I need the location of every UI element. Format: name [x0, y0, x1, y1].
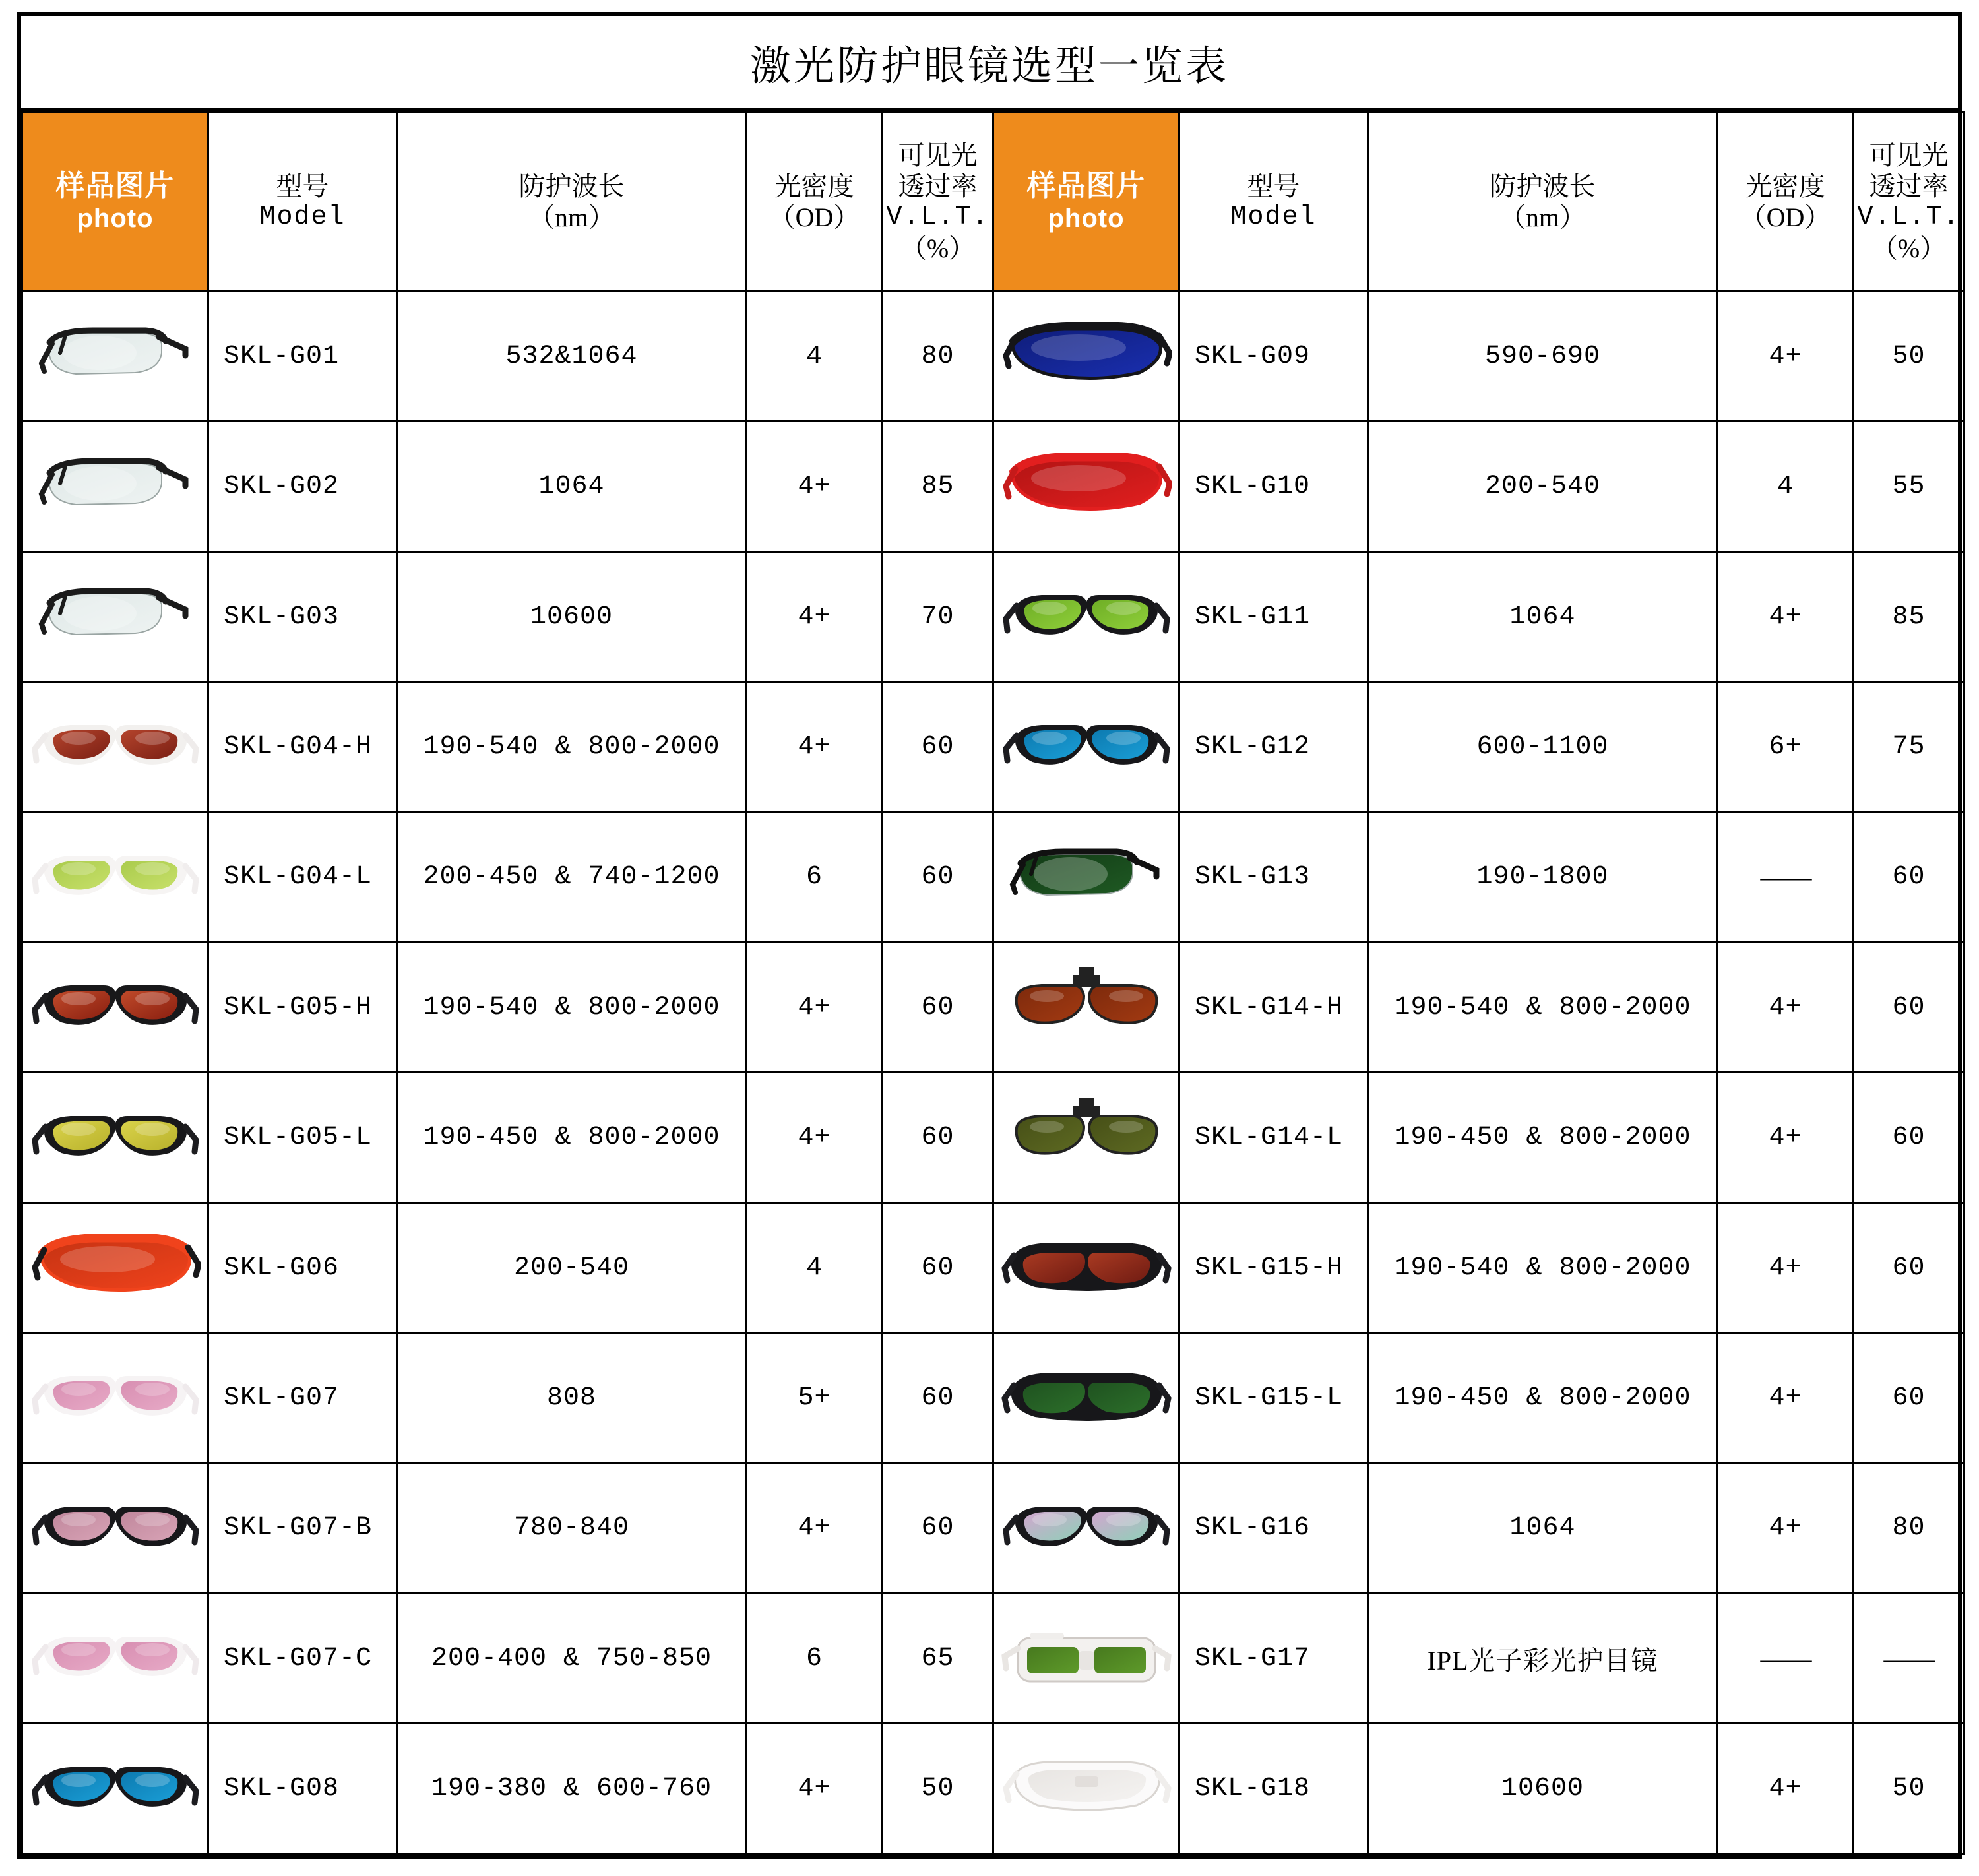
vlt-cell: 60	[1854, 1333, 1964, 1463]
wrap-goggles-blue-lens-black-frame-icon	[994, 301, 1178, 412]
od-cell: 4	[747, 292, 883, 422]
od-cell: 5+	[747, 1333, 883, 1463]
vlt-cell: 60	[883, 682, 993, 812]
vlt-cell: 60	[883, 1203, 993, 1332]
header-photo-left	[22, 113, 208, 292]
model-cell: SKL-G08	[208, 1724, 397, 1854]
od-cell: 4	[747, 1203, 883, 1332]
model-cell: SKL-G01	[208, 292, 397, 422]
table-row	[22, 551, 1964, 681]
header-photo-cn-right: 样品图片	[1026, 170, 1146, 203]
header-wavelength-unit-right: （nm）	[1499, 203, 1586, 232]
wavelength-cell: 780-840	[397, 1463, 747, 1593]
vlt-cell: 60	[1854, 1073, 1964, 1203]
goggles-photo-cell	[993, 682, 1179, 812]
model-cell: SKL-G07-B	[208, 1463, 397, 1593]
sport-goggles-pink-lens-white-frame-icon	[23, 1342, 207, 1453]
header-model-cn-right: 型号	[1247, 171, 1300, 201]
model-cell: SKL-G14-L	[1179, 1073, 1368, 1203]
header-wavelength-left	[397, 113, 747, 292]
wavelength-cell: IPL光子彩光护目镜	[1368, 1594, 1718, 1724]
vlt-cell: 60	[883, 812, 993, 942]
od-cell: 4+	[1718, 292, 1854, 422]
vlt-cell: 60	[883, 1073, 993, 1203]
wavelength-cell: 532&1064	[397, 292, 747, 422]
goggles-photo-cell	[993, 1463, 1179, 1593]
wavelength-cell: 10600	[1368, 1724, 1718, 1854]
wavelength-cell: 190-380 & 600-760	[397, 1724, 747, 1854]
goggles-photo-cell	[22, 1463, 208, 1593]
goggles-photo-cell	[22, 682, 208, 812]
wavelength-cell: 190-540 & 800-2000	[397, 682, 747, 812]
sport-goggles-red-lens-black-frame-icon	[23, 952, 207, 1063]
vlt-cell: 80	[883, 292, 993, 422]
sport-goggles-red-lens-white-frame-icon	[23, 691, 207, 802]
od-cell: 4+	[1718, 1203, 1854, 1332]
header-vlt-cn1-right: 可见光	[1869, 140, 1949, 170]
vlt-cell: 75	[1854, 682, 1964, 812]
sport-goggles-yellow-lens-black-frame-icon	[23, 1082, 207, 1193]
model-cell: SKL-G12	[1179, 682, 1368, 812]
header-wavelength-cn-right: 防护波长	[1490, 171, 1596, 201]
model-cell: SKL-G05-H	[208, 943, 397, 1073]
header-od-right	[1718, 113, 1854, 292]
model-cell: SKL-G09	[1179, 292, 1368, 422]
goggles-photo-cell	[993, 1333, 1179, 1463]
model-cell: SKL-G15-H	[1179, 1203, 1368, 1332]
od-cell: 4+	[1718, 943, 1854, 1073]
sport-goggles-green-lens-white-frame-icon	[23, 822, 207, 933]
od-cell: 6	[747, 812, 883, 942]
wrap-goggles-red-lens-icon	[994, 431, 1178, 542]
laser-goggles-selection-table	[21, 111, 1965, 1855]
goggles-photo-cell	[993, 1594, 1179, 1724]
model-cell: SKL-G05-L	[208, 1073, 397, 1203]
goggles-photo-cell	[993, 1073, 1179, 1203]
table-row	[22, 292, 1964, 422]
table-row	[22, 682, 1964, 812]
wavelength-cell: 1064	[1368, 1463, 1718, 1593]
safety-goggles-clear-sidearm-icon	[23, 301, 207, 412]
header-vlt-right	[1854, 113, 1964, 292]
header-photo-en-right: photo	[1048, 204, 1125, 234]
table-outer-frame	[17, 12, 1962, 1859]
wavelength-cell: 10600	[397, 551, 747, 681]
wavelength-cell: 200-450 & 740-1200	[397, 812, 747, 942]
model-cell: SKL-G10	[1179, 422, 1368, 551]
vlt-cell: 60	[1854, 943, 1964, 1073]
od-cell: 4+	[747, 1463, 883, 1593]
safety-goggles-dark-green-lens-icon	[994, 822, 1178, 933]
wavelength-cell: 200-540	[397, 1203, 747, 1332]
header-wavelength-cn-left: 防护波长	[518, 171, 625, 201]
od-cell: 4+	[1718, 1073, 1854, 1203]
vlt-cell: 60	[883, 1463, 993, 1593]
vlt-cell: 65	[883, 1594, 993, 1724]
vlt-cell: 50	[1854, 1724, 1964, 1854]
sport-goggles-cyan-lens-black-frame-icon	[23, 1734, 207, 1844]
od-cell: 4+	[747, 1073, 883, 1203]
vlt-cell: 80	[1854, 1463, 1964, 1593]
header-od-unit-left: （OD）	[769, 203, 860, 232]
od-cell: 4+	[747, 682, 883, 812]
model-cell: SKL-G13	[1179, 812, 1368, 942]
header-model-en-left: Model	[259, 203, 346, 232]
wavelength-cell: 590-690	[1368, 292, 1718, 422]
wavelength-cell: 190-540 & 800-2000	[397, 943, 747, 1073]
table-header-row	[22, 113, 1964, 292]
model-cell: SKL-G07	[208, 1333, 397, 1463]
od-cell: 4+	[747, 551, 883, 681]
table-row	[22, 812, 1964, 942]
wavelength-cell: 190-450 & 800-2000	[397, 1073, 747, 1203]
header-od-unit-right: （OD）	[1740, 203, 1831, 232]
od-cell: 6	[747, 1594, 883, 1724]
header-vlt-left	[883, 113, 993, 292]
ipl-goggles-green-lens-icon	[994, 1603, 1178, 1714]
model-cell: SKL-G07-C	[208, 1594, 397, 1724]
table-row	[22, 1463, 1964, 1593]
vlt-cell: 85	[1854, 551, 1964, 681]
wavelength-cell: 190-450 & 800-2000	[1368, 1333, 1718, 1463]
model-cell: SKL-G02	[208, 422, 397, 551]
vlt-cell: 55	[1854, 422, 1964, 551]
header-od-cn-left: 光密度	[774, 171, 854, 201]
clip-on-lens-orange-icon	[994, 952, 1178, 1063]
table-row	[22, 943, 1964, 1073]
goggles-photo-cell	[993, 292, 1179, 422]
od-cell: 4+	[1718, 1463, 1854, 1593]
header-photo-cn-left: 样品图片	[55, 170, 175, 203]
model-cell: SKL-G11	[1179, 551, 1368, 681]
sport-goggles-pink-lens-black-frame-icon	[23, 1473, 207, 1584]
wavelength-cell: 1064	[1368, 551, 1718, 681]
header-od-cn-right: 光密度	[1745, 171, 1825, 201]
model-cell: SKL-G06	[208, 1203, 397, 1332]
header-vlt-cn1-left: 可见光	[898, 140, 978, 170]
header-model-en-right: Model	[1230, 203, 1317, 232]
od-cell: 4+	[747, 943, 883, 1073]
vlt-cell: 85	[883, 422, 993, 551]
model-cell: SKL-G04-H	[208, 682, 397, 812]
goggles-photo-cell	[22, 1333, 208, 1463]
od-cell: 4	[1718, 422, 1854, 551]
sport-goggles-green-lens-black-frame-icon	[994, 561, 1178, 672]
table-row	[22, 422, 1964, 551]
vlt-cell: 60	[883, 1333, 993, 1463]
model-cell: SKL-G14-H	[1179, 943, 1368, 1073]
fitover-goggles-green-lens-icon	[994, 1342, 1178, 1453]
fitover-goggles-red-lens-icon	[994, 1212, 1178, 1323]
wavelength-cell: 600-1100	[1368, 682, 1718, 812]
model-cell: SKL-G04-L	[208, 812, 397, 942]
header-vlt-cn2-right: 透过率	[1869, 171, 1949, 201]
goggles-photo-cell	[22, 812, 208, 942]
goggles-photo-cell	[22, 1073, 208, 1203]
header-od-left	[747, 113, 883, 292]
vlt-cell: 50	[883, 1724, 993, 1854]
wavelength-cell: 808	[397, 1333, 747, 1463]
model-cell: SKL-G15-L	[1179, 1333, 1368, 1463]
header-vlt-unit-right: （%）	[1871, 234, 1947, 264]
od-cell: ——	[1718, 1594, 1854, 1724]
header-model-right	[1179, 113, 1368, 292]
goggles-photo-cell	[22, 943, 208, 1073]
goggles-photo-cell	[993, 943, 1179, 1073]
goggles-photo-cell	[22, 292, 208, 422]
sport-goggles-pink-lens-white-frame-icon	[23, 1603, 207, 1714]
vlt-cell: 50	[1854, 292, 1964, 422]
header-vlt-en-left: V.L.T.	[886, 203, 989, 232]
header-photo-right	[993, 113, 1179, 292]
od-cell: 4+	[1718, 551, 1854, 681]
co2-goggles-white-frame-icon	[994, 1734, 1178, 1844]
header-vlt-unit-left: （%）	[900, 234, 976, 264]
header-vlt-en-right: V.L.T.	[1857, 203, 1961, 232]
goggles-photo-cell	[22, 1594, 208, 1724]
wavelength-cell: 190-540 & 800-2000	[1368, 1203, 1718, 1332]
wavelength-cell: 190-540 & 800-2000	[1368, 943, 1718, 1073]
page-title: 激光防护眼镜选型一览表	[749, 44, 1229, 89]
goggles-photo-cell	[22, 1724, 208, 1854]
goggles-photo-cell	[993, 812, 1179, 942]
header-model-left	[208, 113, 397, 292]
vlt-cell: ——	[1854, 1594, 1964, 1724]
vlt-cell: 60	[883, 943, 993, 1073]
table-row	[22, 1594, 1964, 1724]
goggles-photo-cell	[993, 422, 1179, 551]
goggles-photo-cell	[22, 1203, 208, 1332]
table-row	[22, 1203, 1964, 1332]
wavelength-cell: 1064	[397, 422, 747, 551]
table-row	[22, 1333, 1964, 1463]
sport-goggles-iridescent-lens-icon	[994, 1473, 1178, 1584]
safety-goggles-clear-sidearm-icon	[23, 431, 207, 542]
header-wavelength-unit-left: （nm）	[528, 203, 615, 232]
goggles-photo-cell	[993, 1203, 1179, 1332]
model-cell: SKL-G16	[1179, 1463, 1368, 1593]
table-row	[22, 1724, 1964, 1854]
vlt-cell: 60	[1854, 1203, 1964, 1332]
safety-goggles-clear-sidearm-icon	[23, 561, 207, 672]
goggles-photo-cell	[993, 1724, 1179, 1854]
wavelength-cell: 190-1800	[1368, 812, 1718, 942]
wavelength-cell: 200-400 & 750-850	[397, 1594, 747, 1724]
goggles-photo-cell	[22, 422, 208, 551]
sport-goggles-cyan-lens-black-frame-icon	[994, 691, 1178, 802]
od-cell: 4+	[1718, 1333, 1854, 1463]
od-cell: ——	[1718, 812, 1854, 942]
od-cell: 4+	[747, 1724, 883, 1854]
wavelength-cell: 190-450 & 800-2000	[1368, 1073, 1718, 1203]
wrap-goggles-orange-lens-icon	[23, 1212, 207, 1323]
header-wavelength-right	[1368, 113, 1718, 292]
goggles-photo-cell	[22, 551, 208, 681]
clip-on-lens-olive-icon	[994, 1082, 1178, 1193]
goggles-photo-cell	[993, 551, 1179, 681]
od-cell: 6+	[1718, 682, 1854, 812]
od-cell: 4+	[747, 422, 883, 551]
header-vlt-cn2-left: 透过率	[898, 171, 978, 201]
table-body	[22, 292, 1964, 1854]
od-cell: 4+	[1718, 1724, 1854, 1854]
wavelength-cell: 200-540	[1368, 422, 1718, 551]
model-cell: SKL-G03	[208, 551, 397, 681]
vlt-cell: 70	[883, 551, 993, 681]
document-title-bar	[21, 16, 1958, 111]
vlt-cell: 60	[1854, 812, 1964, 942]
model-cell: SKL-G17	[1179, 1594, 1368, 1724]
header-model-cn-left: 型号	[276, 171, 329, 201]
table-row	[22, 1073, 1964, 1203]
header-photo-en-left: photo	[77, 204, 154, 234]
model-cell: SKL-G18	[1179, 1724, 1368, 1854]
